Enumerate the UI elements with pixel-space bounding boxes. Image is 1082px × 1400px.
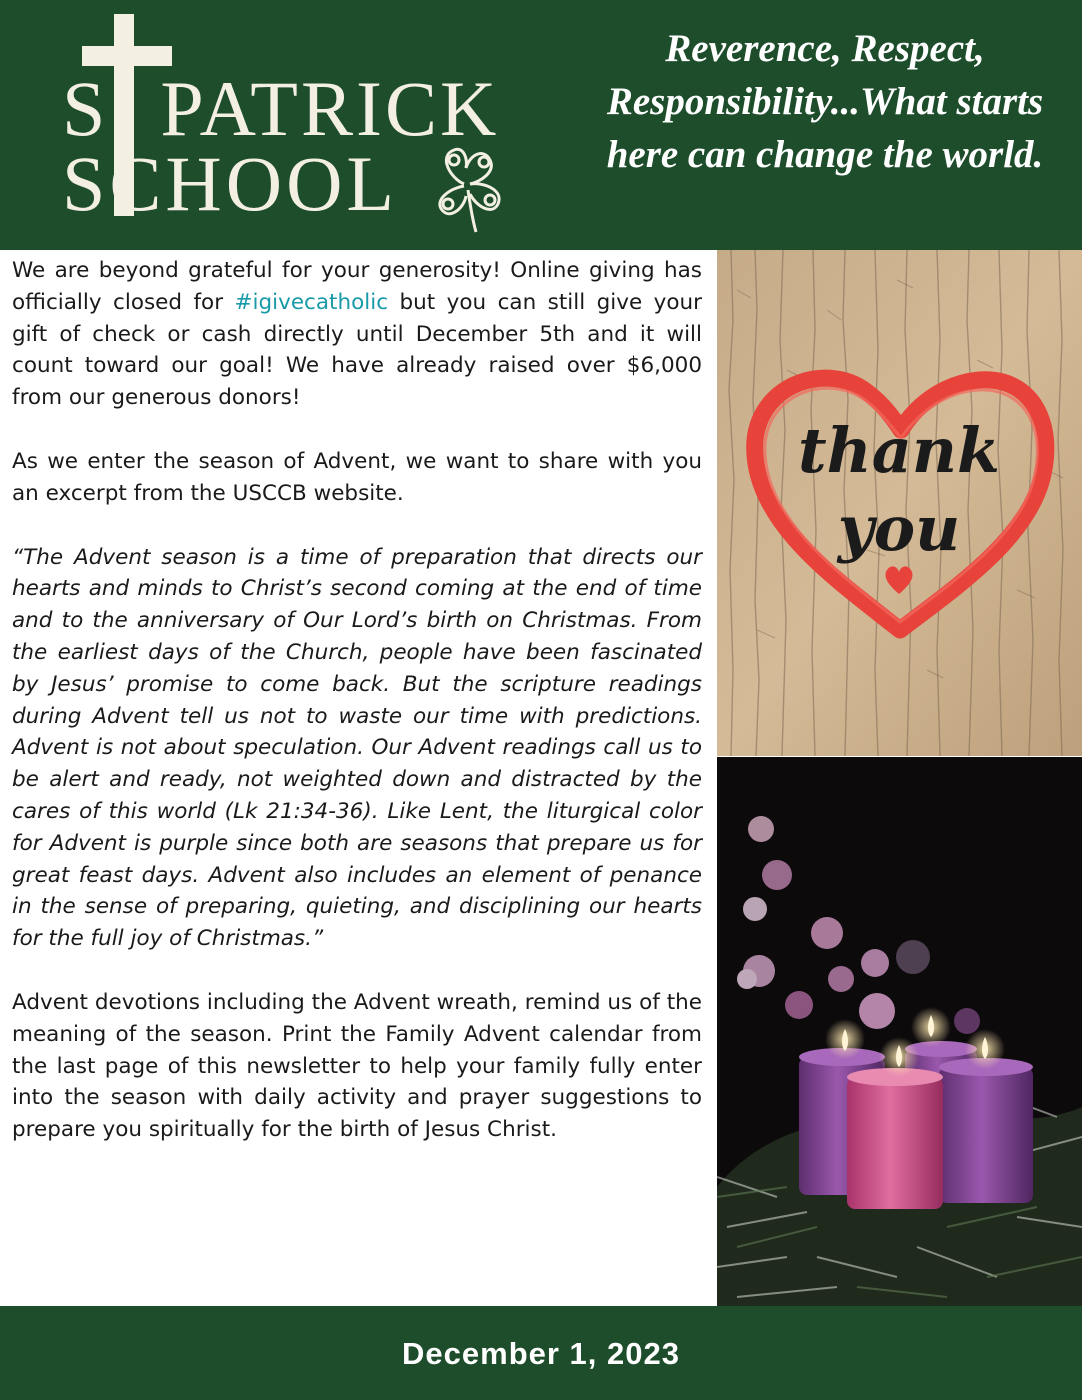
- shamrock-icon: [420, 138, 515, 238]
- thank-text: thank: [798, 414, 1000, 487]
- footer-banner: [0, 1306, 1082, 1400]
- thank-you-heart-image: [717, 250, 1082, 756]
- gratitude-paragraph: We are beyond grateful for your generosity! Online giving has officially closed for #igivecatholic but you can still give your gift of check or cash directly until December 5th and it will count toward our goal! We have already raised over $6,000 from our generous donors!: [12, 258, 702, 411]
- you-text: you: [837, 492, 961, 565]
- advent-candles-image: [717, 757, 1082, 1306]
- newsletter-date: December 1, 2023: [402, 1336, 680, 1371]
- logo-letter-s: S: [62, 65, 109, 152]
- advent-devotions-paragraph: Advent devotions including the Advent wreath, remind us of the meaning of the season. Print the Family Advent calendar from the last page of this newsletter to help your family fully enter into the season with daily activity and prayer suggestions to prepare you spiritually for the birth of Jesus Christ.: [12, 989, 702, 1143]
- igivecatholic-hashtag: #igivecatholic: [234, 289, 389, 315]
- logo-name-line2: SCHOOL: [62, 140, 399, 227]
- usccb-quote: “The Advent season is a time of preparation that directs our hearts and minds to Christ’s second coming at the end of time and to the anniversary of Our Lord’s birth on Christmas. From the earliest days of the Church, people have been fascinated by Jesus’ promise to come back. But the scripture readings during Advent tell us not to waste our time with predictions. Advent is not about speculation. Our Advent readings call us to be alert and ready, not weighted down and distracted by the cares of this world (Lk 21:34-36). Like Lent, the liturgical color for Advent is purple since both are seasons that prepare us for great feast days. Advent also includes an element of penance in the sense of preparing, quieting, and disciplining our hearts for the full joy of Christmas.”: [12, 544, 702, 952]
- header-banner: [0, 0, 1082, 250]
- logo-name-line1: [62, 65, 500, 152]
- logo-word-patrick: PATRICK: [160, 65, 500, 152]
- newsletter-body: [12, 255, 702, 1146]
- advent-intro-paragraph: As we enter the season of Advent, we want to share with you an excerpt from the USCCB website.: [12, 448, 702, 506]
- school-motto: Reverence, Respect, Responsibility...What starts here can change the world.: [606, 27, 1044, 176]
